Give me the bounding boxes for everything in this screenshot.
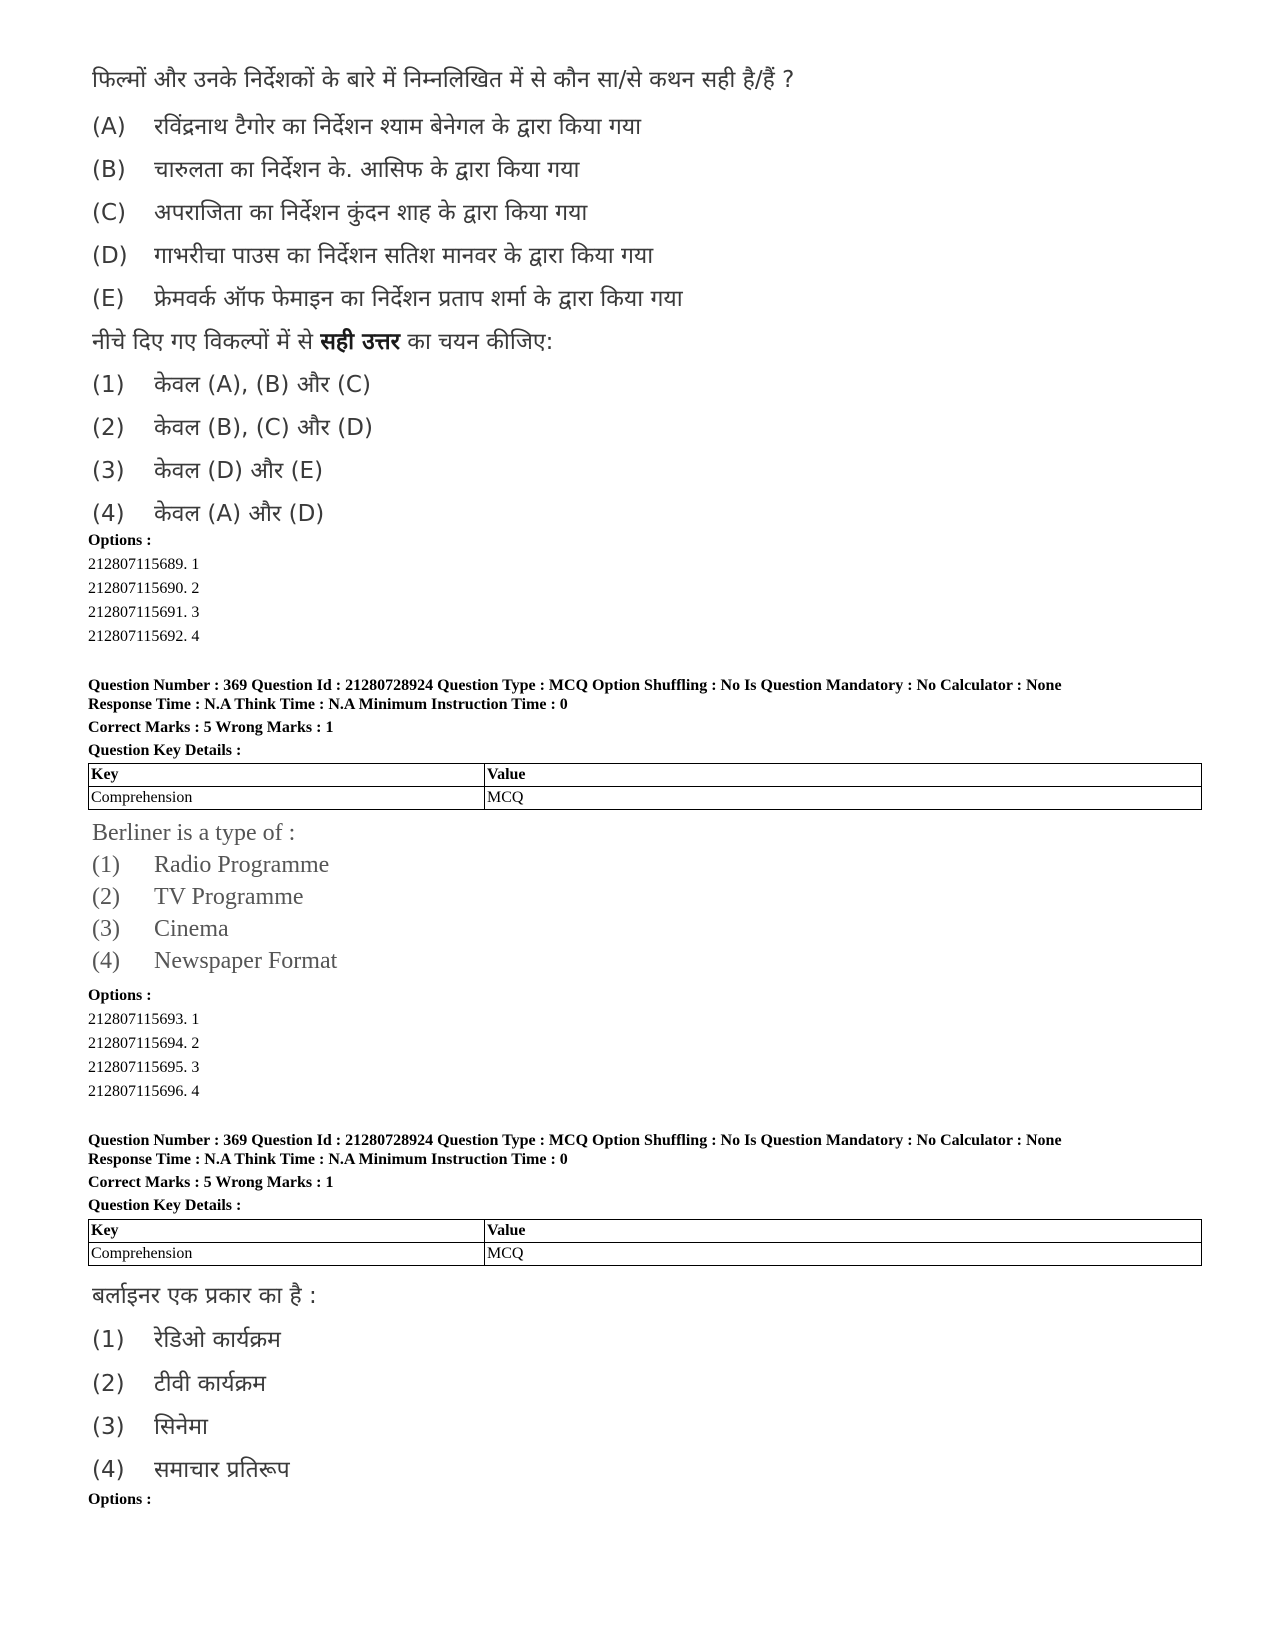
choice-text: Cinema	[154, 916, 229, 942]
options-block	[88, 529, 199, 649]
choice-4	[92, 496, 324, 528]
choice-label: (3)	[92, 458, 125, 484]
question-stem: फिल्मों और उनके निर्देशकों के बारे में निम्नलिखित में से कौन सा/से कथन सही है/हैं ?	[92, 67, 795, 93]
question-stem: बर्लाइनर एक प्रकार का है :	[92, 1283, 317, 1309]
options-label: Options :	[88, 1491, 152, 1508]
table-header-value: Value	[485, 764, 1202, 787]
key-value-table	[88, 1219, 1202, 1266]
choice-2	[92, 410, 373, 442]
statement-a	[92, 109, 641, 141]
instruction-line	[92, 324, 553, 356]
choice-4	[92, 948, 337, 975]
marks-line: Correct Marks : 5 Wrong Marks : 1	[88, 719, 334, 736]
option-item: 212807115691. 3	[88, 604, 200, 621]
option-item: 212807115695. 3	[88, 1059, 200, 1076]
question-meta-line1: Question Number : 369 Question Id : 21280728924 Question Type : MCQ Option Shuffling : No Is Question Mandatory : No Calculator : None	[88, 677, 1062, 694]
question-meta-line2: Response Time : N.A Think Time : N.A Minimum Instruction Time : 0	[88, 1151, 568, 1168]
choice-label: (4)	[92, 501, 125, 527]
choice-1	[92, 367, 371, 399]
statement-label: (E)	[92, 286, 125, 312]
option-item: 212807115696. 4	[88, 1083, 200, 1100]
statement-text: चारुलता का निर्देशन के. आसिफ के द्वारा किया गया	[154, 157, 580, 183]
table-cell-value: MCQ	[485, 787, 1202, 810]
choice-label: (1)	[92, 1327, 125, 1353]
key-value-table	[88, 763, 1202, 810]
option-item: 212807115689. 1	[88, 556, 200, 573]
choice-label: (4)	[92, 1457, 125, 1483]
choice-text: केवल (A) और (D)	[154, 501, 325, 527]
option-item: 212807115692. 4	[88, 628, 200, 645]
option-item: 212807115694. 2	[88, 1035, 200, 1052]
choice-label: (3)	[92, 916, 120, 942]
choice-label: (2)	[92, 1371, 125, 1397]
choice-label: (2)	[92, 415, 125, 441]
marks-line: Correct Marks : 5 Wrong Marks : 1	[88, 1174, 334, 1191]
table-header-value: Value	[485, 1220, 1202, 1243]
table-header-key: Key	[89, 1220, 485, 1243]
choice-3	[92, 453, 323, 485]
choice-text: रेडिओ कार्यक्रम	[154, 1327, 281, 1353]
choice-2	[92, 884, 304, 911]
statement-label: (A)	[92, 114, 126, 140]
options-label: Options :	[88, 987, 152, 1004]
choice-text: केवल (A), (B) और (C)	[154, 372, 371, 398]
table-cell-key: Comprehension	[89, 1243, 485, 1266]
choice-3	[92, 916, 229, 943]
statement-text: अपराजिता का निर्देशन कुंदन शाह के द्वारा किया गया	[154, 200, 588, 226]
choice-text: केवल (B), (C) और (D)	[154, 415, 373, 441]
statement-label: (C)	[92, 200, 127, 226]
choice-label: (3)	[92, 1414, 125, 1440]
statement-d	[92, 238, 653, 270]
choice-1	[92, 1322, 281, 1354]
table-row	[89, 787, 1202, 810]
choice-text: Newspaper Format	[154, 948, 338, 974]
option-item: 212807115693. 1	[88, 1011, 200, 1028]
table-header-row	[89, 1220, 1202, 1243]
choice-text: सिनेमा	[154, 1414, 208, 1440]
choice-1	[92, 852, 329, 879]
table-cell-value: MCQ	[485, 1243, 1202, 1266]
choice-text: TV Programme	[154, 884, 304, 910]
choice-label: (4)	[92, 948, 120, 974]
options-label: Options :	[88, 532, 152, 549]
choice-3	[92, 1409, 208, 1441]
choice-label: (2)	[92, 884, 120, 910]
table-header-key: Key	[89, 764, 485, 787]
instruction-bold: सही उत्तर	[320, 329, 400, 355]
choice-4	[92, 1452, 290, 1484]
options-block	[88, 1488, 152, 1512]
statement-text: फ्रेमवर्क ऑफ फेमाइन का निर्देशन प्रताप शर्मा के द्वारा किया गया	[154, 286, 683, 312]
question-meta-line2: Response Time : N.A Think Time : N.A Minimum Instruction Time : 0	[88, 696, 568, 713]
statement-e	[92, 281, 683, 313]
table-cell-key: Comprehension	[89, 787, 485, 810]
table-header-row	[89, 764, 1202, 787]
key-details-label: Question Key Details :	[88, 1197, 242, 1214]
statement-b	[92, 152, 580, 184]
option-item: 212807115690. 2	[88, 580, 200, 597]
instruction-pre: नीचे दिए गए विकल्पों में से	[92, 329, 321, 355]
instruction-post: का चयन कीजिए:	[400, 329, 554, 355]
choice-text: समाचार प्रतिरूप	[154, 1457, 290, 1483]
question-meta	[88, 676, 1062, 714]
table-row	[89, 1243, 1202, 1266]
question-meta-line1: Question Number : 369 Question Id : 21280728924 Question Type : MCQ Option Shuffling : No Is Question Mandatory : No Calculator : None	[88, 1132, 1062, 1149]
choice-label: (1)	[92, 372, 125, 398]
key-details-label: Question Key Details :	[88, 742, 242, 759]
statement-text: रविंद्रनाथ टैगोर का निर्देशन श्याम बेनेगल के द्वारा किया गया	[154, 114, 642, 140]
question-meta	[88, 1131, 1062, 1169]
choice-text: केवल (D) और (E)	[154, 458, 324, 484]
choice-label: (1)	[92, 852, 120, 878]
choice-text: Radio Programme	[154, 852, 330, 878]
statement-label: (B)	[92, 157, 126, 183]
statement-text: गाभरीचा पाउस का निर्देशन सतिश मानवर के द्वारा किया गया	[154, 243, 654, 269]
question-stem: Berliner is a type of :	[92, 820, 296, 846]
statement-label: (D)	[92, 243, 128, 269]
statement-c	[92, 195, 587, 227]
choice-2	[92, 1366, 266, 1398]
options-block	[88, 984, 199, 1104]
choice-text: टीवी कार्यक्रम	[154, 1371, 266, 1397]
